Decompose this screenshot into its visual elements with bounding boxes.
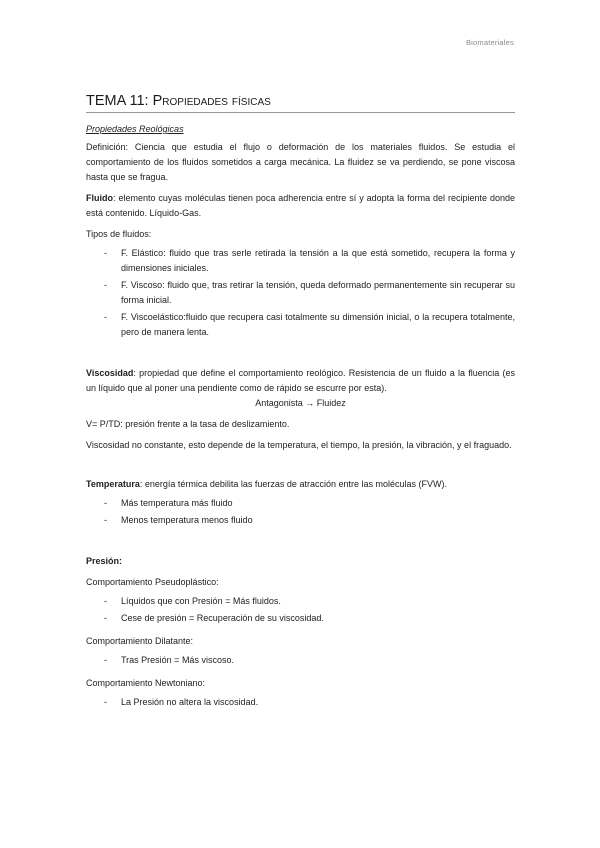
list-item-text: Cese de presión = Recuperación de su viscosidad. <box>121 613 324 623</box>
viscosidad-term: Viscosidad <box>86 368 134 378</box>
tipo-name: F. Viscoso <box>121 280 163 290</box>
dash-bullet: - <box>104 596 107 606</box>
list-item <box>86 653 515 668</box>
section-heading: Propiedades Reológicas <box>86 124 184 134</box>
temperatura-term: Temperatura <box>86 479 140 489</box>
antagonista-label: Antagonista <box>255 398 306 408</box>
dash-bullet: - <box>104 697 107 707</box>
list-item <box>86 496 515 511</box>
temperatura-paragraph <box>86 477 515 492</box>
running-header: Biomateriales <box>465 38 514 47</box>
page-title <box>86 93 271 109</box>
viscosidad-paragraph <box>86 366 515 396</box>
arrow-right-icon: → <box>305 398 315 408</box>
dash-bullet: - <box>104 515 107 525</box>
fluido-term: Fluido <box>86 193 113 203</box>
list-item <box>86 695 515 710</box>
list-item-text: Menos temperatura menos fluido <box>121 515 253 525</box>
temperatura-list <box>86 496 515 528</box>
newtoniano-heading: Comportamiento Newtoniano: <box>86 678 206 688</box>
list-item <box>86 278 515 308</box>
tipos-heading: Tipos de fluidos: <box>86 229 152 239</box>
presion-heading <box>86 554 515 569</box>
definicion-term: Definición <box>86 142 126 152</box>
list-item-text: La Presión no altera la viscosidad. <box>121 697 259 707</box>
definicion-text: : Ciencia que estudia el flujo o deformación de los materiales fluidos. Se estudia el comportamiento de los fluidos sometidos a carga mecánica. La fluidez se va perdiendo, se pone viscosa hasta que se fragua. <box>86 142 515 182</box>
dash-bullet: - <box>104 655 107 665</box>
list-item-text: Tras Presión = Más viscoso. <box>121 655 234 665</box>
dash-bullet: - <box>104 312 107 322</box>
list-item <box>86 513 515 528</box>
tipo-text: : fluido que tras serle retirada la tensión a la que está sometido, recupera la forma y dimensiones iniciales. <box>121 248 516 273</box>
tipo-name: F. Elástico <box>121 248 164 258</box>
tipos-list <box>86 246 515 340</box>
pseudoplastico-list <box>86 594 515 626</box>
list-item <box>86 246 515 276</box>
formula-line <box>86 417 515 432</box>
formula: V= P/TD <box>86 419 121 429</box>
list-item-text: Líquidos que con Presión = Más fluidos. <box>121 596 281 606</box>
dash-bullet: - <box>104 498 107 508</box>
tipo-text: : fluido que, tras retirar la tensión, queda deformado permanentemente sin recuperar su forma inicial. <box>121 280 515 305</box>
title-prefix: TEMA 11: <box>86 93 153 109</box>
dash-bullet: - <box>104 280 107 290</box>
viscosidad-text: : propiedad que define el comportamiento reológico. Resistencia de un fluido a la fluencia (es un líquido que al poner una pendiente como de rápido se escurre por esta). <box>86 368 515 393</box>
fluido-text: : elemento cuyas moléculas tienen poca adherencia entre sí y adopta la forma del recipiente donde está contenido. Líquido-Gas. <box>86 193 515 218</box>
title-divider <box>86 112 515 113</box>
list-item <box>86 611 515 626</box>
temperatura-text: : energía térmica debilita las fuerzas de atracción entre las moléculas (FVW). <box>139 479 447 489</box>
definicion-paragraph <box>86 140 515 185</box>
list-item <box>86 594 515 609</box>
viscosidad-no-constante: Viscosidad no constante, esto depende de la temperatura, el tiempo, la presión, la vibración, y el fraguado. <box>86 440 512 450</box>
presion-term: Presión: <box>86 556 123 566</box>
list-item-text: Más temperatura más fluido <box>121 498 233 508</box>
tipo-text: :fluido que recupera casi totalmente su dimensión inicial, o la recupera totalmente, pero de manera lenta. <box>121 312 515 337</box>
pseudoplastico-heading: Comportamiento Pseudoplástico: <box>86 577 219 587</box>
tipo-name: F. Viscoelástico <box>121 312 184 322</box>
antagonista-line <box>86 396 515 411</box>
dilatante-heading: Comportamiento Dilatante: <box>86 636 194 646</box>
formula-text: : presión frente a la tasa de deslizamiento. <box>120 419 290 429</box>
document-body <box>86 122 515 712</box>
dilatante-list <box>86 653 515 668</box>
antagonista-value: Fluidez <box>314 398 346 408</box>
list-item <box>86 310 515 340</box>
newtoniano-list <box>86 695 515 710</box>
dash-bullet: - <box>104 248 107 258</box>
fluido-paragraph <box>86 191 515 221</box>
title-text: Propiedades físicas <box>152 93 271 109</box>
dash-bullet: - <box>104 613 107 623</box>
